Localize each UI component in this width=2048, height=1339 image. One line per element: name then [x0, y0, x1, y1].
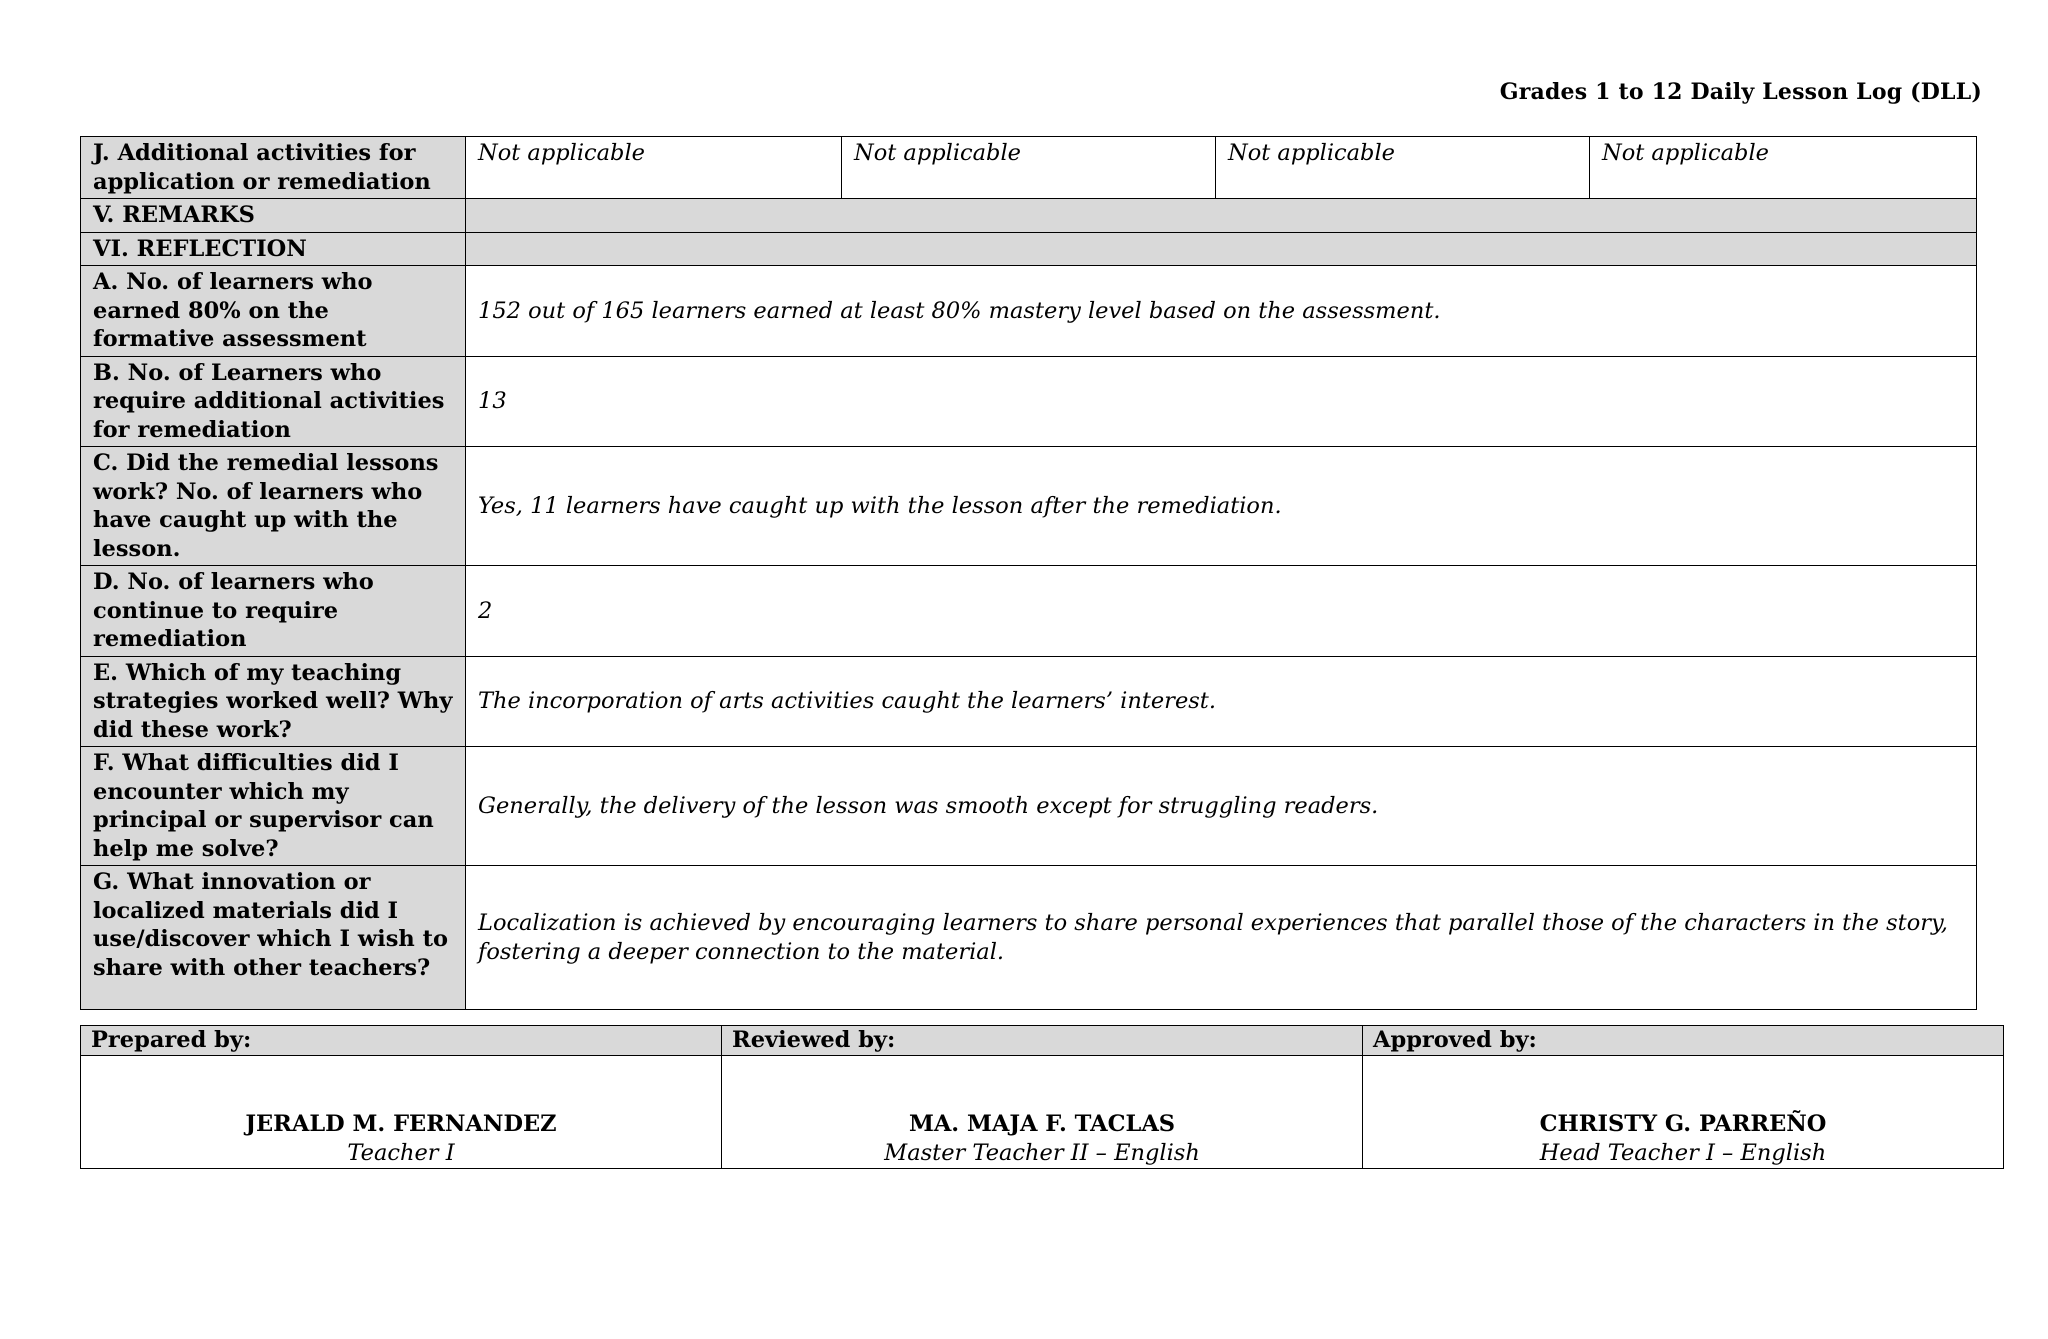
row-label: E. Which of my teaching strategies worked well? Why did these work? [81, 656, 466, 747]
day-1-value: Not applicable [466, 137, 842, 199]
row-label: F. What difficulties did I encounter which my principal or supervisor can help me solve? [81, 747, 466, 866]
reflection-value [466, 232, 1977, 266]
row-label: D. No. of learners who continue to require remediation [81, 566, 466, 657]
row-d [81, 566, 1977, 657]
section-heading-remarks: V. REMARKS [81, 199, 466, 233]
row-additional-activities [81, 137, 1977, 199]
signatories-table [80, 1025, 2004, 1169]
day-3-value: Not applicable [1216, 137, 1590, 199]
row-label: A. No. of learners who earned 80% on the formative assessment [81, 266, 466, 357]
day-4-value: Not applicable [1590, 137, 1977, 199]
row-value: Localization is achieved by encouraging learners to share personal experiences that parallel those of the characters in the story, fostering a deeper connection to the material. [466, 866, 1977, 1010]
row-label: G. What innovation or localized materials did I use/discover which I wish to share with other teachers? [81, 866, 466, 1010]
row-f [81, 747, 1977, 866]
row-b [81, 356, 1977, 447]
approved-by-heading: Approved by: [1363, 1026, 2004, 1056]
row-remarks [81, 199, 1977, 233]
signatory-role: Master Teacher II – English [884, 1140, 1200, 1166]
signatory-name: CHRISTY G. PARREÑO [1539, 1111, 1827, 1137]
approved-by-block [1363, 1056, 2004, 1169]
prepared-by-heading: Prepared by: [81, 1026, 722, 1056]
row-label: B. No. of Learners who require additional activities for remediation [81, 356, 466, 447]
row-g [81, 866, 1977, 1010]
signatories-heading-row [81, 1026, 2004, 1056]
row-label: J. Additional activities for application or remediation [81, 137, 466, 199]
row-a [81, 266, 1977, 357]
row-value: 2 [466, 566, 1977, 657]
signatory-role: Head Teacher I – English [1539, 1140, 1827, 1166]
reviewed-by-block [722, 1056, 1363, 1169]
signatory-role: Teacher I [347, 1140, 455, 1166]
signatories-name-row [81, 1056, 2004, 1169]
row-c [81, 447, 1977, 566]
reviewed-by-heading: Reviewed by: [722, 1026, 1363, 1056]
row-label: C. Did the remedial lessons work? No. of learners who have caught up with the lesson. [81, 447, 466, 566]
remarks-value [466, 199, 1977, 233]
section-heading-reflection: VI. REFLECTION [81, 232, 466, 266]
row-e [81, 656, 1977, 747]
day-2-value: Not applicable [842, 137, 1216, 199]
row-reflection [81, 232, 1977, 266]
document-title: Grades 1 to 12 Daily Lesson Log (DLL) [1499, 79, 1982, 105]
row-value: Yes, 11 learners have caught up with the lesson after the remediation. [466, 447, 1977, 566]
row-value: Generally, the delivery of the lesson was smooth except for struggling readers. [466, 747, 1977, 866]
row-value: 152 out of 165 learners earned at least 80% mastery level based on the assessment. [466, 266, 1977, 357]
signatory-name: JERALD M. FERNANDEZ [245, 1111, 557, 1137]
row-value: The incorporation of arts activities caught the learners’ interest. [466, 656, 1977, 747]
signatory-name: MA. MAJA F. TACLAS [908, 1111, 1176, 1137]
prepared-by-block [81, 1056, 722, 1169]
row-value: 13 [466, 356, 1977, 447]
reflection-table [80, 136, 1977, 1010]
